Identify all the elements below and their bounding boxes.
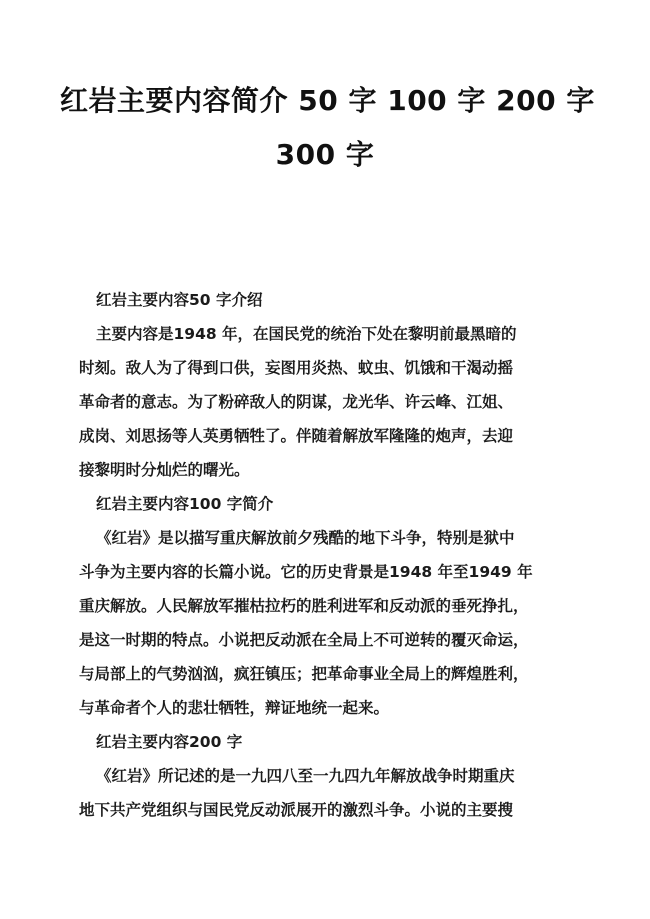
paragraph-line: 地下共产党组织与国民党反动派展开的激烈斗争。小说的主要搜 — [79, 801, 514, 819]
title-line-1: 红岩主要内容简介 50 字 100 字 200 字 — [60, 84, 595, 117]
paragraph-line: 接黎明时分灿烂的曙光。 — [79, 461, 250, 479]
page-title — [60, 74, 595, 182]
section-heading-100: 红岩主要内容100 字简介 — [96, 495, 274, 513]
paragraph-line: 《红岩》是以描写重庆解放前夕残酷的地下斗争，特别是狱中 — [96, 529, 515, 547]
title-line-2: 300 字 — [275, 138, 375, 171]
document-body — [79, 283, 579, 827]
paragraph-line: 斗争为主要内容的长篇小说。它的历史背景是1948 年至1949 年 — [79, 563, 533, 581]
paragraph-line: 与革命者个人的悲壮牺牲，辩证地统一起来。 — [79, 699, 390, 717]
paragraph-line: 时刻。敌人为了得到口供，妄图用炎热、蚊虫、饥饿和干渴动摇 — [79, 359, 514, 377]
paragraph-line: 是这一时期的特点。小说把反动派在全局上不可逆转的覆灭命运， — [79, 631, 529, 649]
paragraph-line: 革命者的意志。为了粉碎敌人的阴谋，龙光华、许云峰、江姐、 — [79, 393, 514, 411]
paragraph-line: 主要内容是1948 年，在国民党的统治下处在黎明前最黑暗的 — [96, 325, 517, 343]
paragraph-line: 与局部上的气势汹汹，疯狂镇压；把革命事业全局上的辉煌胜利， — [79, 665, 529, 683]
paragraph-line: 《红岩》所记述的是一九四八至一九四九年解放战争时期重庆 — [96, 767, 515, 785]
paragraph-line: 重庆解放。人民解放军摧枯拉朽的胜利进军和反动派的垂死挣扎， — [79, 597, 529, 615]
section-heading-200: 红岩主要内容200 字 — [96, 733, 243, 751]
section-heading-50: 红岩主要内容50 字介绍 — [96, 291, 263, 309]
paragraph-line: 成岗、刘思扬等人英勇牺牲了。伴随着解放军隆隆的炮声，去迎 — [79, 427, 514, 445]
